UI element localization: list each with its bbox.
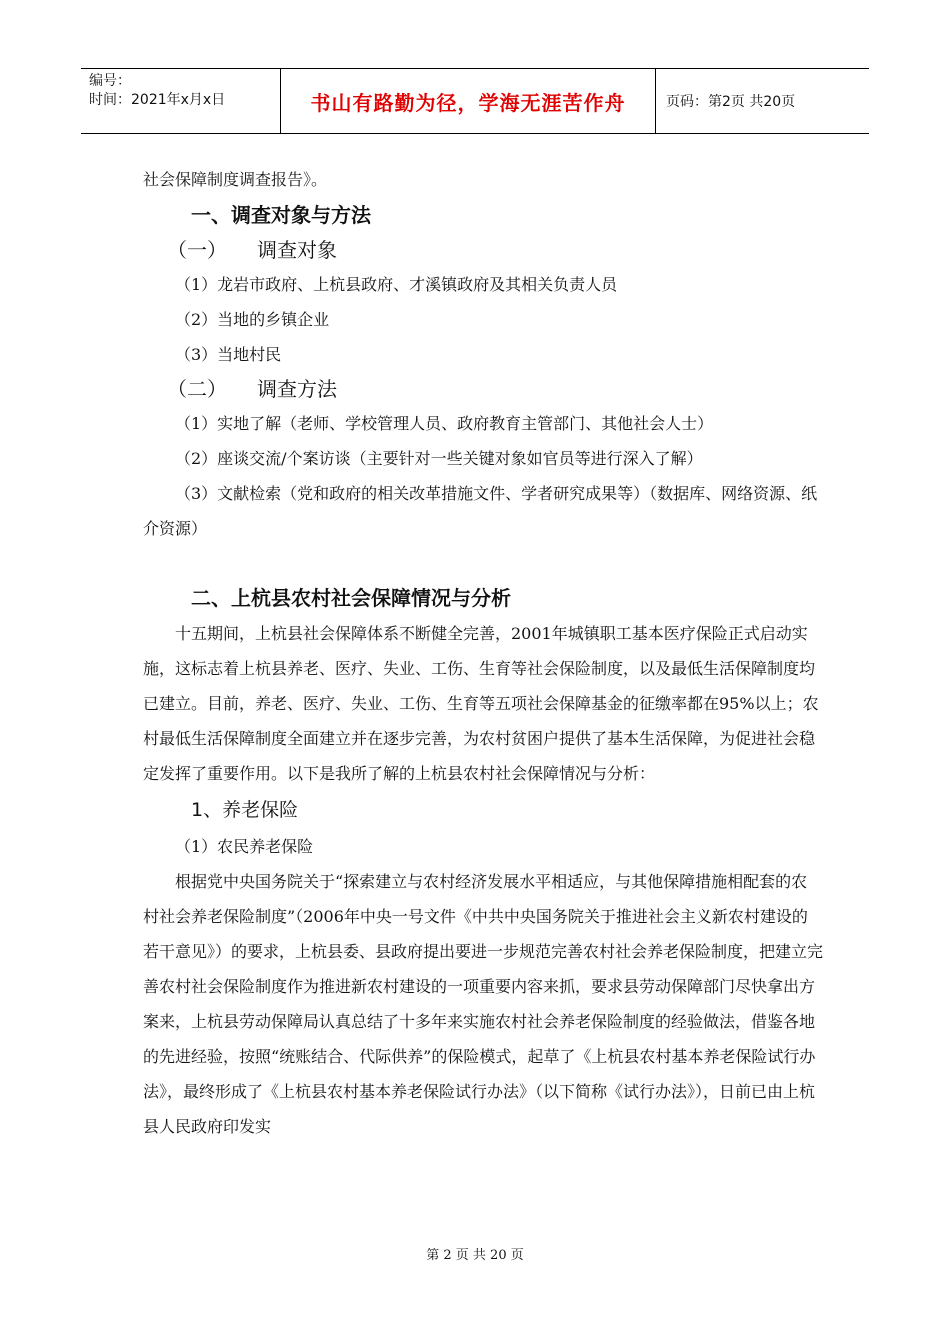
document-number-label: 编号：: [89, 73, 131, 89]
list-item: （1）龙岩市政府、上杭县政府、才溪镇政府及其相关负责人员: [175, 275, 618, 294]
list-item: （3）文献检索（党和政府的相关改革措施文件、学者研究成果等）（数据库、网络资源、纸介资源）: [143, 484, 818, 538]
section-heading-1: 一、调查对象与方法: [191, 203, 371, 227]
section-heading-2: 二、上杭县农村社会保障情况与分析: [191, 586, 511, 610]
carryover-text: 社会保障制度调查报告》。: [143, 170, 328, 189]
document-body: [143, 162, 823, 1144]
list-item: （2）座谈交流/个案访谈（主要针对一些关键对象如官员等进行深入了解）: [175, 449, 703, 468]
header-meta: [81, 69, 280, 133]
subsection-heading-2: [143, 372, 823, 406]
list-item: （3）当地村民: [175, 345, 282, 364]
header-motto-cell: [280, 69, 656, 133]
subsection-number: （一）: [167, 238, 227, 262]
subsection-number: （二）: [167, 377, 227, 401]
list-item: （2）当地的乡镇企业: [175, 310, 330, 329]
subsection-heading-1: [143, 233, 823, 267]
document-time-label: 时间：2021年x月x日: [89, 92, 226, 108]
document-header: [81, 68, 869, 134]
subsection-heading-3: 1、养老保险: [191, 799, 299, 821]
subsection-title: 调查方法: [257, 377, 337, 401]
subsection-title: 调查对象: [257, 238, 337, 262]
list-item: （1）实地了解（老师、学校管理人员、政府教育主管部门、其他社会人士）: [175, 414, 714, 433]
header-motto: 书山有路勤为径，学海无涯苦作舟: [310, 90, 626, 115]
body-paragraph: 十五期间，上杭县社会保障体系不断健全完善，2001年城镇职工基本医疗保险正式启动实施，这标志着上杭县养老、医疗、失业、工伤、生育等社会保险制度，以及最低生活保障制度均已建立。目前，养老、医疗、失业、工伤、生育等五项社会保障基金的征缴率都在95%以上；农村最低生活保障制度全面建立并在逐步完善，为农村贫困户提供了基本生活保障，为促进社会稳定发挥了重要作用。以下是我所了解的上杭县农村社会保障情况与分析：: [143, 624, 819, 783]
body-paragraph: 根据党中央国务院关于“探索建立与农村经济发展水平相适应，与其他保障措施相配套的农村社会养老保险制度”（2006年中央一号文件《中共中央国务院关于推进社会主义新农村建设的若干意见》）的要求，上杭县委、县政府提出要进一步规范完善农村社会养老保险制度，把建立完善农村社会保险制度作为推进新农村建设的一项重要内容来抓，要求县劳动保障部门尽快拿出方案来，上杭县劳动保障局认真总结了十多年来实施农村社会养老保险制度的经验做法，借鉴各地的先进经验，按照“统账结合、代际供养”的保险模式，起草了《上杭县农村基本养老保险试行办法》，最终形成了《上杭县农村基本养老保险试行办法》（以下简称《试行办法》），日前已由上杭县人民政府印发实: [143, 872, 824, 1136]
page-footer: 第 2 页 共 20 页: [426, 1248, 524, 1263]
header-page-info: 页码：第2页 共20页: [666, 94, 796, 110]
list-item: （1）农民养老保险: [175, 837, 314, 856]
